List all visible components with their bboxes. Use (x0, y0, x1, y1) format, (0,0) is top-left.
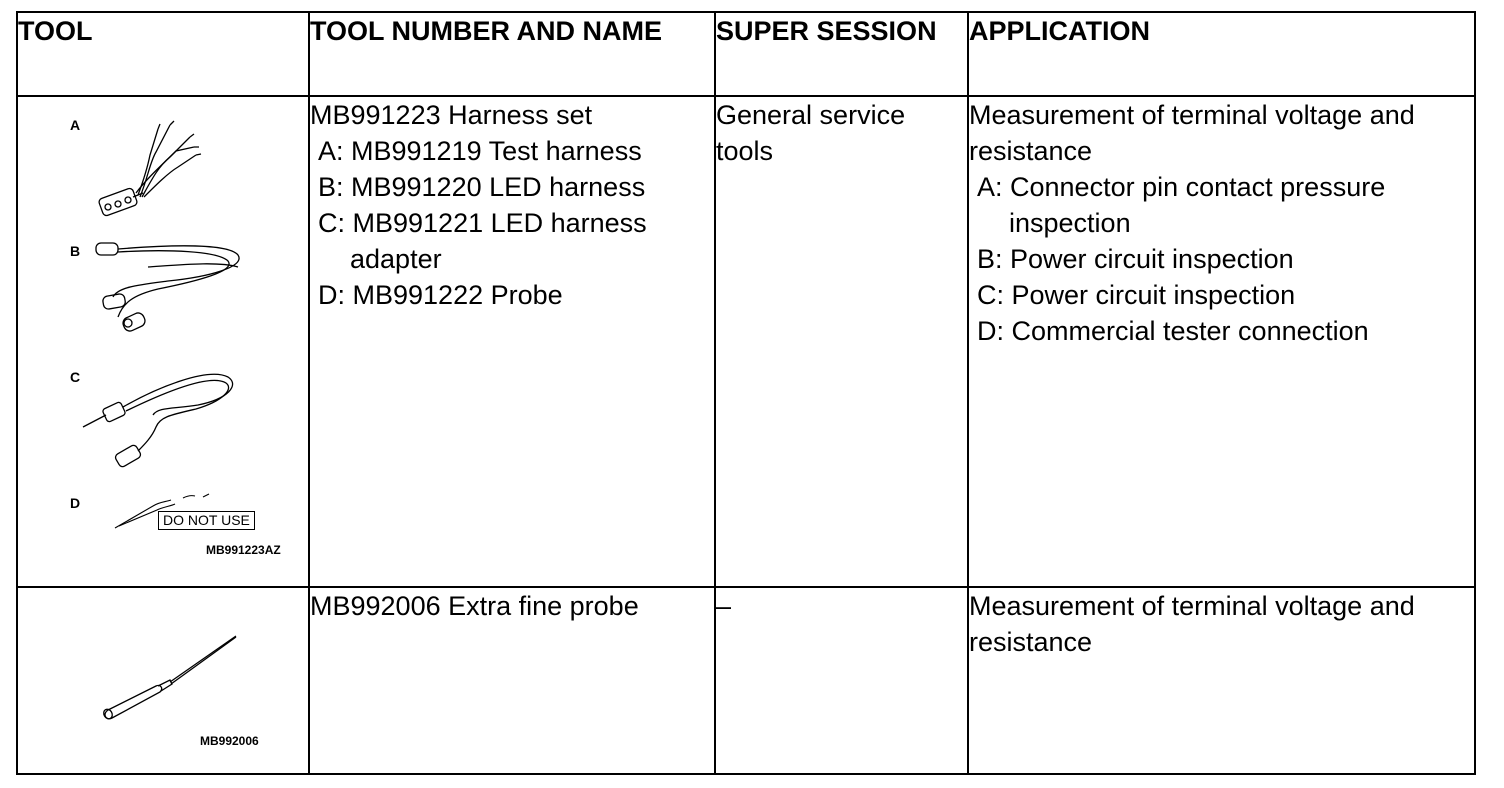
application-cell (968, 96, 1475, 587)
header-row (17, 12, 1475, 96)
application-item-continued: inspection (1009, 208, 1131, 238)
tool-number-and-name-cell (309, 96, 715, 587)
tool-code: MB991223AZ (206, 543, 281, 557)
label-d: D (70, 495, 81, 511)
tool-image-cell (17, 96, 309, 587)
special-tools-table (16, 11, 1476, 775)
tool-name-title: MB991223 Harness set (310, 100, 593, 130)
application-cell: Measurement of terminal voltage and resistance (968, 587, 1475, 774)
tool-item: B: MB991220 LED harness (318, 172, 646, 202)
test-harness-illustration (78, 107, 218, 222)
led-harness-illustration (88, 237, 258, 347)
application-item: D: Commercial tester connection (977, 316, 1369, 346)
super-session-cell: – (715, 587, 968, 774)
tool-item-continued: adapter (350, 244, 442, 274)
extra-fine-probe-illustration (98, 628, 248, 728)
application-title: Measurement of terminal voltage and resistance (969, 100, 1415, 166)
header-tool-number-and-name: TOOL NUMBER AND NAME (309, 12, 715, 96)
tool-item: A: MB991219 Test harness (318, 136, 642, 166)
header-tool: TOOL (17, 12, 309, 96)
header-super-session: SUPER SESSION (715, 12, 968, 96)
do-not-use-stamp: DO NOT USE (158, 511, 255, 530)
tool-code: MB992006 (200, 734, 259, 748)
tool-item: D: MB991222 Probe (318, 280, 563, 310)
tool-number-and-name-cell: MB992006 Extra fine probe (309, 587, 715, 774)
led-harness-adapter-illustration (78, 367, 248, 477)
label-b: B (70, 243, 81, 259)
header-application: APPLICATION (968, 12, 1475, 96)
tool-image-cell (17, 587, 309, 774)
super-session-cell: General service tools (715, 96, 968, 587)
table-row (17, 587, 1475, 774)
application-item: A: Connector pin contact pressure (977, 172, 1386, 202)
label-c: C (70, 369, 81, 385)
application-item: C: Power circuit inspection (977, 280, 1296, 310)
tool-item: C: MB991221 LED harness (318, 208, 647, 238)
table-row (17, 96, 1475, 587)
label-a: A (70, 117, 81, 133)
application-item: B: Power circuit inspection (977, 244, 1294, 274)
